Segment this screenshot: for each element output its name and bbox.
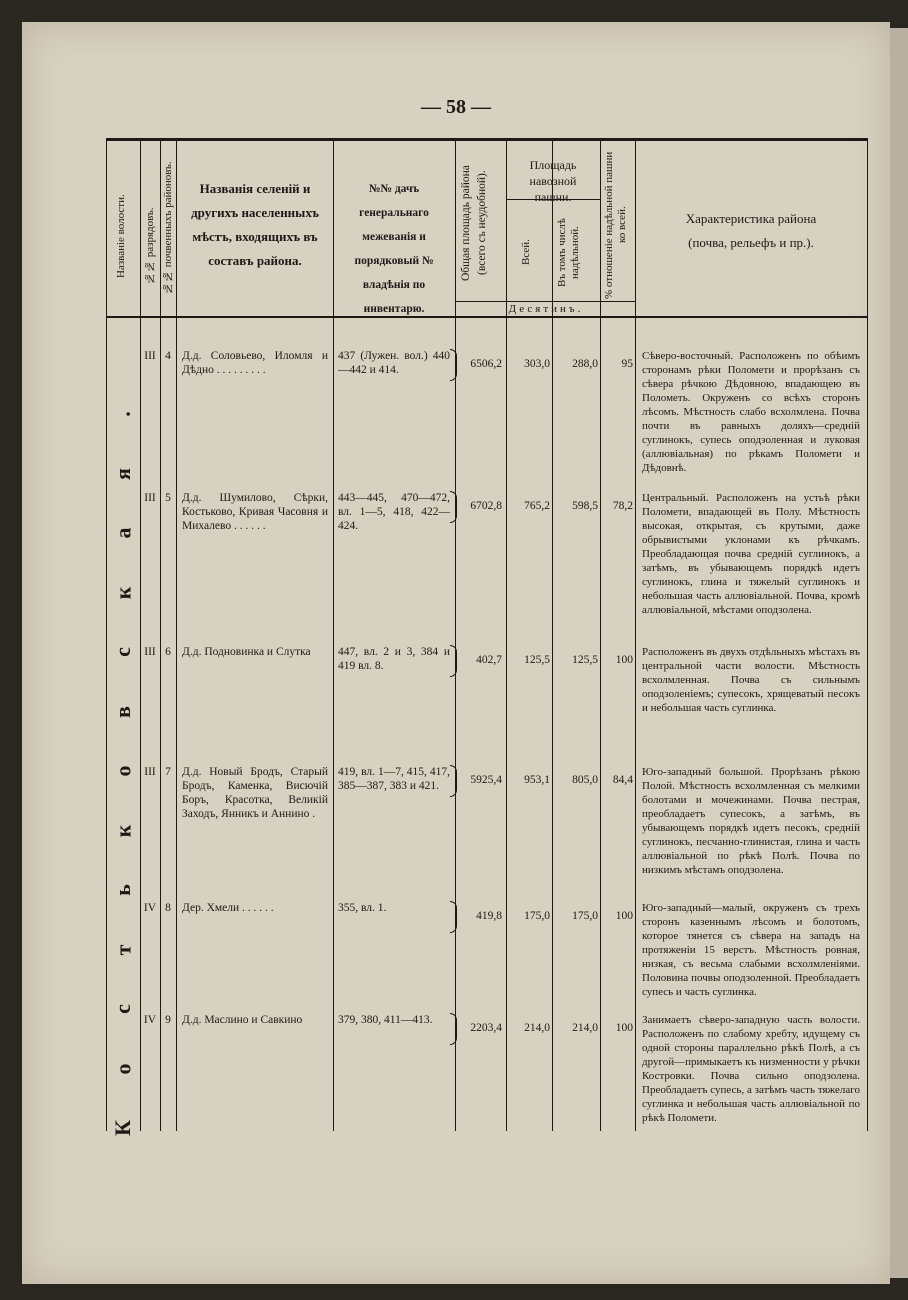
cell-total: 419,8 (476, 910, 502, 922)
cell-percent: 95 (621, 358, 633, 370)
cell-nadel: 175,0 (572, 910, 598, 922)
header-volost: Названіе волости. (115, 194, 127, 278)
cell-total: 402,7 (476, 654, 502, 666)
cell-total: 5925,4 (470, 774, 502, 786)
volost-letter: о (110, 1063, 135, 1074)
cell-desc: Юго-западный—малый, окруженъ съ трехъ сторонъ казеннымъ лѣсомъ и болотомъ, которое тянется съ сѣвера на западъ на протяженіи 15 верстъ. Мѣстность ровная, низкая, съ весьма слабыми всхолмленіями. Половина почвы оподзоленной. Преобладаетъ супесь и часть суглинка. (642, 902, 860, 998)
cell-dachi: 379, 380, 411—413. (338, 1014, 433, 1026)
brace (450, 1013, 457, 1045)
header-pochv: №№ почвенныхъ районовъ. (162, 161, 174, 295)
cell-percent: 84,4 (612, 774, 633, 786)
cell-names: Д.д. Соловьево, Иломля и Дѣдно . . . . . . . . . (182, 350, 328, 376)
header-units: Десятинъ. (508, 303, 584, 315)
cell-dachi: 355, вл. 1. (338, 902, 387, 914)
header-vsei: Всей. (520, 239, 532, 265)
cell-vsei: 175,0 (524, 910, 550, 922)
cell-rayon: 8 (165, 902, 171, 914)
header-total: Общая площадь района (всего съ неудобной). (460, 165, 488, 281)
header-pashnya: Площадь навозной пашни. (529, 158, 577, 204)
brace (450, 349, 457, 381)
volost-letter: с (109, 647, 135, 657)
page-number: — 58 — (421, 96, 491, 118)
cell-names: Д.д. Новый Бродъ, Старый Бродъ, Каменка, Висючій Боръ, Красотка, Великій Заходъ, Янникъ и Аннино . (182, 766, 328, 820)
volost-letter: т (110, 944, 135, 955)
cell-dachi: 447, вл. 2 и 3, 384 и 419 вл. 8. (338, 646, 450, 672)
next-page-edge (890, 28, 908, 1278)
cell-razryad: IV (143, 1014, 157, 1026)
cell-names: Д.д. Подновинка и Слутка (182, 646, 311, 658)
volost-letter: К (109, 1120, 135, 1136)
volost-letter: . (110, 411, 135, 417)
volost-name (108, 401, 138, 1141)
document-page (22, 22, 890, 1284)
cell-total: 6506,2 (470, 358, 502, 370)
cell-dachi: 437 (Лужен. вол.) 440—442 и 414. (338, 350, 450, 376)
volost-letter: а (110, 527, 135, 539)
cell-percent: 78,2 (612, 500, 633, 512)
cell-nadel: 805,0 (572, 774, 598, 786)
cell-total: 2203,4 (470, 1022, 502, 1034)
cell-rayon: 6 (165, 646, 171, 658)
cell-rayon: 4 (165, 350, 171, 362)
header-razryad: №№ разрядовъ. (144, 207, 156, 285)
volost-letter: с (109, 1004, 135, 1014)
cell-percent: 100 (615, 1022, 633, 1034)
cell-names: Дер. Хмели . . . . . . (182, 902, 274, 914)
brace (450, 901, 457, 933)
cell-dachi: 419, вл. 1—7, 415, 417, 385—387, 383 и 421. (338, 766, 450, 792)
volost-letter: о (110, 765, 135, 777)
brace (450, 645, 457, 677)
brace (450, 765, 457, 797)
header-dachi: №№ дачъ генеральнаго межеванія и порядковый № владѣнія по инвентарю. (354, 183, 434, 315)
header-names: Названія селеній и другихъ населенныхъ мѣстъ, входящихъ въ составъ района. (191, 181, 319, 268)
cell-dachi: 443—445, 470—472, вл. 1—5, 418, 422—424. (338, 492, 450, 532)
cell-desc: Сѣверо-восточный. Расположенъ по обѣимъ сторонамъ рѣки Поломети и прорѣзанъ съ сѣвера рѣчкою Дѣдовною, впадающею въ Полометь. Окруженъ со всѣхъ сторонъ лѣсомъ. Мѣстность слабо всхолмлена. Почва почти въ равныхъ доляхъ—средній суглинокъ, супесь оподзоленная и луковая (аллювіальная) по рѣкамъ Поломети и Дѣдовнѣ. (642, 350, 860, 474)
cell-nadel: 214,0 (572, 1022, 598, 1034)
cell-vsei: 125,5 (524, 654, 550, 666)
cell-desc: Занимаетъ сѣверо-западную часть волости. Расположенъ по слабому хребту, идущему съ одной стороны параллельно рѣкѣ Полѣ, а съ другой—примыкаетъ къ низменности у рѣчки Костровки. Почва сильно оподзолена. Преобладаетъ супесь, а затѣмъ часть тяжелаго суглинка и небольшая часть аллювіальной по рѣкѣ Поломети. (642, 1014, 860, 1124)
cell-total: 6702,8 (470, 500, 502, 512)
volost-letter: ь (109, 884, 135, 896)
cell-vsei: 303,0 (524, 358, 550, 370)
cell-razryad: III (144, 350, 156, 362)
cell-percent: 100 (615, 654, 633, 666)
brace (450, 491, 457, 523)
volost-letter: к (110, 824, 135, 837)
cell-razryad: III (144, 766, 156, 778)
cell-names: Д.д. Маслино и Савкино (182, 1014, 303, 1026)
statistics-table (106, 138, 868, 1136)
header-nadel: Въ томъ числѣ надѣльной. (556, 218, 581, 288)
volost-letter: к (110, 586, 135, 599)
header-char: Характеристика района (почва, рельефъ и пр.). (685, 211, 817, 250)
cell-razryad: III (144, 492, 156, 504)
cell-desc: Юго-западный большой. Прорѣзанъ рѣкою Полой. Мѣстность всхолмленная съ мелкими болотами и мочежинами. Почва пестрая, преобладаетъ супесокъ, а затѣмъ, въ убывающемъ порядкѣ идетъ песокъ, средній суглинокъ, песчанно-глинистая, глина и часть аллювіальной по рѣкѣ Полѣ. Почва по низкимъ мѣстамъ оподзолена. (642, 766, 860, 876)
cell-rayon: 9 (165, 1014, 171, 1026)
cell-desc: Расположенъ въ двухъ отдѣльныхъ мѣстахъ въ центральной части волости. Мѣстность всхолмленная. Почва съ сильнымъ оподзоленіемъ; супесокъ, хрящеватый песокъ и небольшая часть суглинка. (642, 646, 860, 714)
cell-razryad: III (144, 646, 156, 658)
cell-nadel: 125,5 (572, 654, 598, 666)
cell-nadel: 288,0 (572, 358, 598, 370)
cell-vsei: 214,0 (524, 1022, 550, 1034)
cell-vsei: 765,2 (524, 500, 550, 512)
cell-razryad: IV (143, 902, 157, 914)
cell-percent: 100 (615, 910, 633, 922)
cell-nadel: 598,5 (572, 500, 598, 512)
header-percent: % отношеніе надѣльной пашни ко всей. (603, 151, 628, 299)
volost-letter: в (109, 705, 135, 718)
cell-rayon: 7 (165, 766, 171, 778)
cell-rayon: 5 (165, 492, 171, 504)
cell-desc: Центральный. Расположенъ на устьѣ рѣки Поломети, впадающей въ Полу. Мѣстность высокая, открытая, съ крутыми, даже обрывистыми уклонами къ рѣчкамъ. Преобладающая почва средній суглинокъ, а затѣмъ, въ убывающемъ порядкѣ идетъ суглинокъ, глина и тяжелый суглинокъ и небольшая часть аллювіальной. Почва, кромѣ аллювіальной, мѣстами оподзолена. (642, 492, 860, 616)
cell-names: Д.д. Шумилово, Сѣрки, Костьково, Кривая Часовня и Михалево . . . . . . (182, 492, 328, 532)
cell-vsei: 953,1 (524, 774, 550, 786)
volost-letter: я (110, 467, 135, 480)
